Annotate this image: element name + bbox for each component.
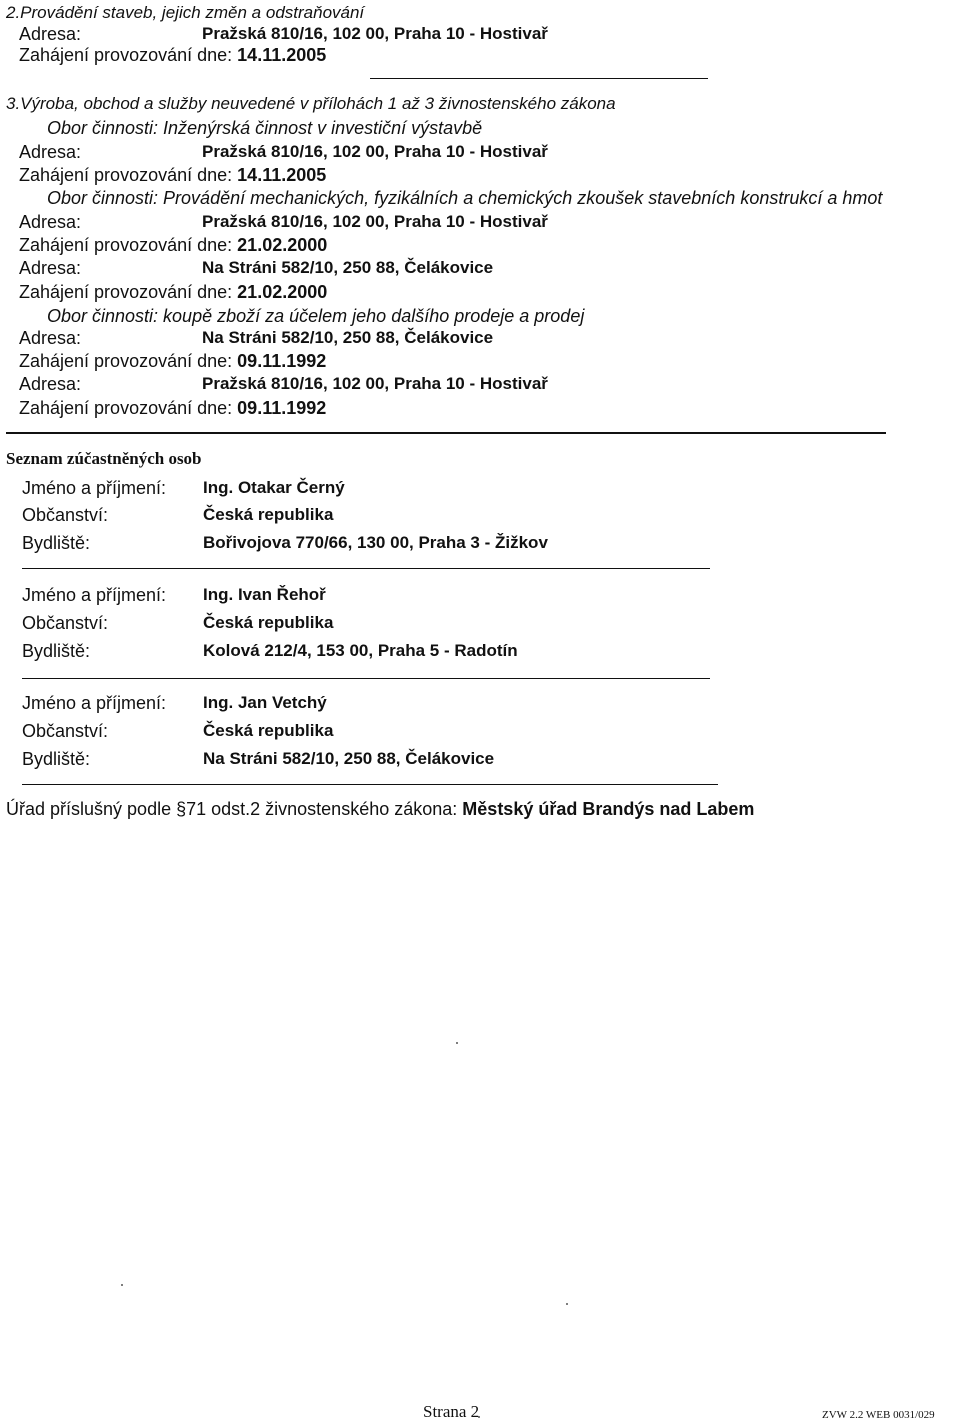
document-id: ZVW 2.2 WEB 0031/029 bbox=[822, 1409, 935, 1421]
address-value: Pražská 810/16, 102 00, Praha 10 - Hostivař bbox=[202, 142, 548, 161]
person-citizenship: Česká republika bbox=[203, 613, 334, 632]
field-title: Obor činnosti: Provádění mechanických, fyzikálních a chemických zkoušek stavebních konstrukcí a hmot bbox=[47, 188, 883, 208]
field-title: Obor činnosti: koupě zboží za účelem jeho dalšího prodeje a prodej bbox=[47, 306, 585, 326]
scan-speck bbox=[121, 1284, 123, 1286]
address-label: Adresa: bbox=[19, 374, 82, 394]
person-divider bbox=[22, 784, 718, 785]
residence-label: Bydliště: bbox=[22, 641, 91, 661]
name-label: Jméno a příjmení: bbox=[22, 585, 167, 605]
section-divider bbox=[370, 78, 708, 79]
competent-office-row bbox=[6, 798, 754, 820]
field-title: Obor činnosti: Inženýrská činnost v investiční výstavbě bbox=[47, 118, 483, 138]
start-date-row bbox=[19, 164, 326, 186]
start-date-row bbox=[19, 281, 327, 303]
person-name: Ing. Otakar Černý bbox=[203, 478, 345, 497]
scan-speck bbox=[456, 1042, 458, 1044]
start-label: Zahájení provozování dne: bbox=[19, 235, 233, 255]
start-date: 09.11.1992 bbox=[237, 398, 327, 418]
persons-heading: Seznam zúčastněných osob bbox=[6, 449, 202, 468]
start-date-row bbox=[19, 44, 326, 66]
person-name: Ing. Ivan Řehoř bbox=[203, 585, 326, 604]
start-date: 21.02.2000 bbox=[237, 235, 328, 255]
start-label: Zahájení provozování dne: bbox=[19, 398, 233, 418]
name-label: Jméno a příjmení: bbox=[22, 693, 167, 713]
address-label: Adresa: bbox=[19, 258, 82, 278]
start-label: Zahájení provozování dne: bbox=[19, 282, 233, 302]
person-divider bbox=[22, 568, 710, 569]
citizenship-label: Občanství: bbox=[22, 505, 109, 525]
residence-label: Bydliště: bbox=[22, 533, 91, 553]
person-residence: Bořivojova 770/66, 130 00, Praha 3 - Žižkov bbox=[203, 533, 548, 552]
address-label: Adresa: bbox=[19, 142, 82, 162]
person-name: Ing. Jan Vetchý bbox=[203, 693, 327, 712]
name-label: Jméno a příjmení: bbox=[22, 478, 167, 498]
scan-speck bbox=[566, 1303, 568, 1305]
office-label: Úřad příslušný podle §71 odst.2 živnostenského zákona: bbox=[6, 799, 458, 819]
start-date-row bbox=[19, 397, 326, 419]
person-citizenship: Česká republika bbox=[203, 721, 334, 740]
person-divider bbox=[22, 678, 710, 679]
section-2-heading: 2.Provádění staveb, jejich změn a odstraňování bbox=[6, 3, 365, 22]
page-number: Strana 2 bbox=[423, 1402, 480, 1421]
section-3-heading: 3.Výroba, obchod a služby neuvedené v přílohách 1 až 3 živnostenského zákona bbox=[6, 94, 616, 113]
start-date: 14.11.2005 bbox=[237, 45, 327, 65]
address-label: Adresa: bbox=[19, 212, 82, 232]
start-date: 14.11.2005 bbox=[237, 165, 327, 185]
person-citizenship: Česká republika bbox=[203, 505, 334, 524]
start-label: Zahájení provozování dne: bbox=[19, 351, 233, 371]
start-date-row bbox=[19, 350, 326, 372]
address-value: Na Stráni 582/10, 250 88, Čelákovice bbox=[202, 258, 494, 277]
start-date-row bbox=[19, 234, 327, 256]
start-date: 21.02.2000 bbox=[237, 282, 328, 302]
address-value: Na Stráni 582/10, 250 88, Čelákovice bbox=[202, 328, 494, 347]
person-residence: Na Stráni 582/10, 250 88, Čelákovice bbox=[203, 749, 495, 768]
start-date: 09.11.1992 bbox=[237, 351, 327, 371]
office-name: Městský úřad Brandýs nad Labem bbox=[462, 799, 755, 819]
person-residence: Kolová 212/4, 153 00, Praha 5 - Radotín bbox=[203, 641, 518, 660]
start-label: Zahájení provozování dne: bbox=[19, 45, 233, 65]
address-label: Adresa: bbox=[19, 328, 82, 348]
address-value: Pražská 810/16, 102 00, Praha 10 - Hostivař bbox=[202, 24, 548, 43]
start-label: Zahájení provozování dne: bbox=[19, 165, 233, 185]
address-value: Pražská 810/16, 102 00, Praha 10 - Hostivař bbox=[202, 374, 548, 393]
citizenship-label: Občanství: bbox=[22, 613, 109, 633]
address-value: Pražská 810/16, 102 00, Praha 10 - Hostivař bbox=[202, 212, 548, 231]
persons-divider bbox=[6, 432, 886, 434]
address-label: Adresa: bbox=[19, 24, 82, 44]
residence-label: Bydliště: bbox=[22, 749, 91, 769]
citizenship-label: Občanství: bbox=[22, 721, 109, 741]
